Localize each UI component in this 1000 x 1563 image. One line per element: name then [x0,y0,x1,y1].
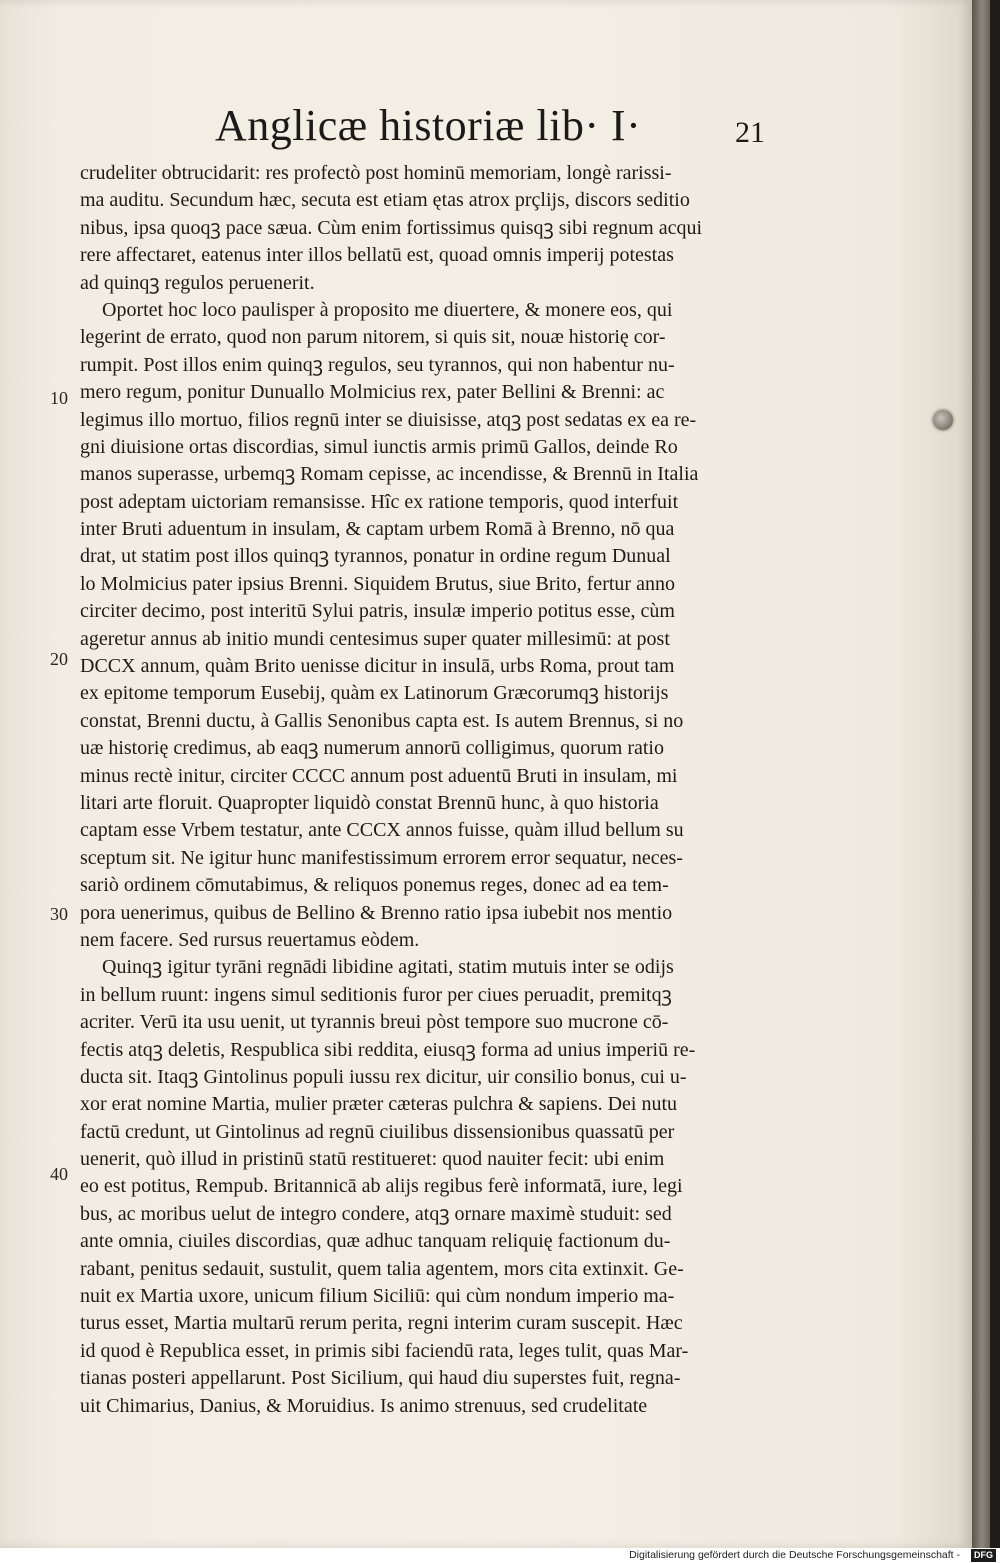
text-line: nem facere. Sed rursus reuertamus eòdem. [80,928,420,951]
text-line: circiter decimo, post interitū Sylui patris, insulæ imperio potitus esse, cùm [80,600,675,623]
running-title: Anglicæ historiæ lib· I· [215,101,642,150]
paragraph-start-line: Oportet hoc loco paulisper à proposito me diuertere, & monere eos, qui [102,298,673,321]
text-line: factū credunt, ut Gintolinus ad regnū ciuilibus dissensionibus quassatū per [80,1120,675,1143]
text-line: mero regum, ponitur Dunuallo Molmicius rex, pater Bellini & Brenni: ac [80,381,665,404]
text-line: inter Bruti aduentum in insulam, & captam urbem Romā à Brenno, nō qua [80,518,675,541]
margin-line-number: 30 [50,904,68,924]
text-line: xor erat nomine Martia, mulier præter cæteras pulchra & sapiens. Dei nutu [80,1093,678,1116]
margin-line-number: 10 [50,388,68,408]
digitization-footer [0,1548,1000,1563]
text-line: constat, Brenni ductu, à Gallis Senonibus capta est. Is autem Brennus, si no [80,709,684,732]
text-line: bus, ac moribus uelut de integro condere, atqꝫ ornare maximè studuit: sed [80,1202,672,1225]
text-line: sceptum sit. Ne igitur hunc manifestissimum errorem error sequatur, neces- [80,846,683,869]
text-line: turus esset, Martia multarū rerum perita, regni interim curam suscepit. Hæc [80,1312,683,1335]
funding-credit: Digitalisierung gefördert durch die Deutsche Forschungsgemeinschaft - [629,1549,960,1561]
text-line: uit Chimarius, Danius, & Moruidius. Is animo strenuus, sed crudelitate [80,1394,648,1417]
margin-line-number: 20 [50,649,68,669]
scan-border [990,0,1000,1548]
text-line: legerint de errato, quod non parum nitorem, si quis sit, nouæ historię cor- [80,326,666,349]
text-line: litari arte floruit. Quapropter liquidò constat Brennū hunc, à quo historia [80,791,659,814]
text-line: ex epitome temporum Eusebij, quàm ex Latinorum Græcorumqꝫ historijs [80,682,669,705]
text-line: nibus, ipsa quoqꝫ pace sæua. Cùm enim fortissimus quisqꝫ sibi regnum acqui [80,216,703,239]
body-text [80,160,770,1420]
dfg-logo: DFG [971,1549,996,1562]
text-line: crudeliter obtrucidarit: res profectò post hominū memoriam, longè rarissi- [80,162,672,184]
text-line: minus rectè initur, circiter CCCC annum post aduentū Bruti in insulam, mi [80,764,678,787]
text-line: in bellum ruunt: ingens simul seditionis furor per ciues peruadit, premitqꝫ [80,983,672,1006]
text-line: lo Molmicius pater ipsius Brenni. Siquidem Brutus, siue Brito, fertur anno [80,572,675,595]
text-line: rabant, penitus sedauit, sustulit, quem talia agentem, mors cita extinxit. Ge- [80,1257,684,1280]
text-line: legimus illo mortuo, filios regnū inter se diuisisse, atqꝫ post sedatas ex ea re- [80,408,697,431]
text-line: tianas posteri appellarunt. Post Sicilium, qui haud diu superstes fuit, regna- [80,1367,681,1390]
text-line: acriter. Verū ita usu uenit, ut tyrannis breui pòst tempore suo mucrone cō- [80,1011,669,1034]
text-line: post adeptam uictoriam remansisse. Hîc ex ratione temporis, quod interfuit [80,490,679,513]
metal-pin-icon [933,410,953,430]
text-line: manos superasse, urbemqꝫ Romam cepisse, ac incendisse, & Brennū in Italia [80,463,699,486]
text-line: sariò ordinem cōmutabimus, & reliquos ponemus reges, donec ad ea tem- [80,874,669,897]
text-line: ageretur annus ab initio mundi centesimus super quater millesimū: at post [80,627,670,650]
paragraph-start-line: Quinqꝫ igitur tyrāni regnādi libidine agitati, statim mutuis inter se odijs [102,956,674,979]
text-line: rumpit. Post illos enim quinqꝫ regulos, seu tyrannos, qui non habentur nu- [80,353,675,376]
margin-line-number: 40 [50,1164,68,1184]
text-line: ad quinqꝫ regulos peruenerit. [80,271,315,294]
text-line: rere affectaret, eatenus inter illos bellatū est, quoad omnis imperij potestas [80,244,674,267]
text-line: pora uenerimus, quibus de Bellino & Brenno ratio ipsa iubebit nos mentio [80,901,673,924]
text-line: DCCX annum, quàm Brito uenisse dicitur in insulā, urbs Roma, prout tam [80,655,675,678]
text-line: ducta sit. Itaqꝫ Gintolinus populi iussu rex dicitur, uir consilio bonus, cui u- [80,1065,687,1088]
text-line: drat, ut statim post illos quinqꝫ tyrannos, ponatur in ordine regum Dunual [80,545,671,568]
text-line: gni diuisione ortas discordias, simul iunctis armis primū Gallos, deinde Ro [80,435,678,458]
text-line: ma auditu. Secundum hæc, secuta est etiam ętas atrox prçlijs, discors seditio [80,189,690,212]
text-line: eo est potitus, Rempub. Britannicā ab alijs regibus ferè informatā, iure, legi [80,1175,683,1198]
text-line: ante omnia, ciuiles discordias, quæ adhuc tanquam reliquię factionum du- [80,1230,671,1253]
text-line: id quod è Republica esset, in primis sibi faciendū rata, leges tulit, quas Mar- [80,1339,689,1362]
text-line: uæ historię credimus, ab eaqꝫ numerum annorū colligimus, quorum ratio [80,737,664,760]
text-line: nuit ex Martia uxore, unicum filium Siciliū: qui cùm nondum imperio ma- [80,1285,675,1308]
page-number: 21 [735,116,765,149]
text-line: uenerit, quò illud in pristinū statū restitueret: quod nauiter fecit: ubi enim [80,1148,665,1171]
text-line: captam esse Vrbem testatur, ante CCCX annos fuisse, quàm illud bellum su [80,819,684,842]
text-line: fectis atqꝫ deletis, Respublica sibi reddita, eiusqꝫ forma ad unius imperiū re- [80,1038,696,1061]
